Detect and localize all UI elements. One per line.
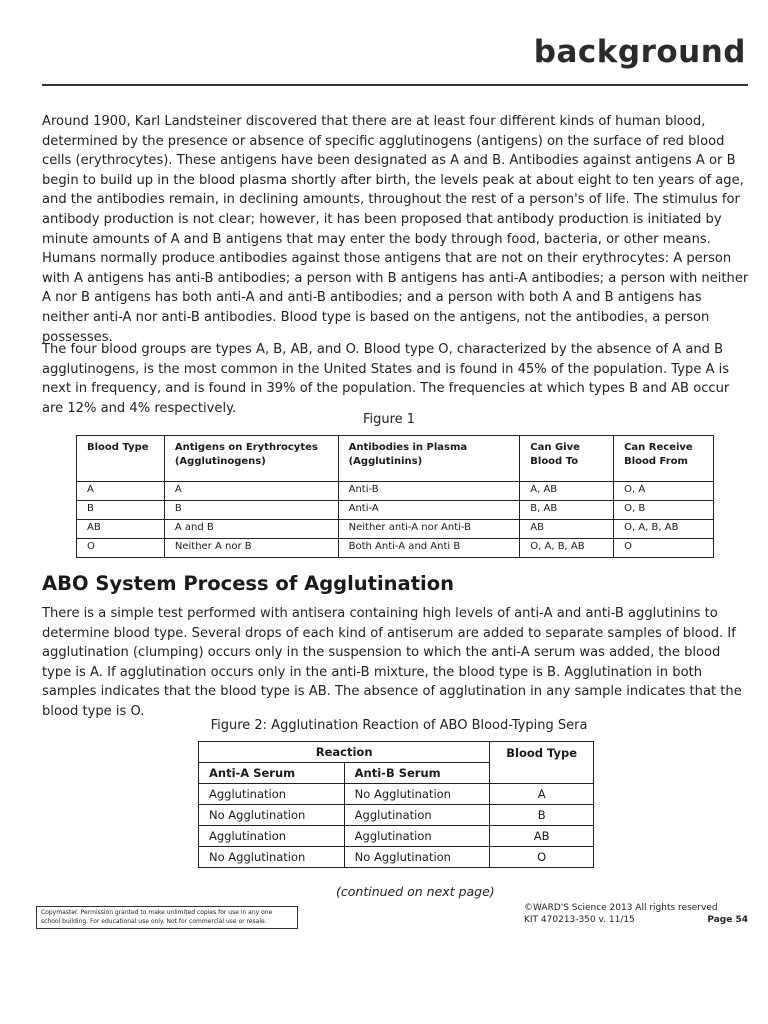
table-cell: B xyxy=(77,501,165,520)
table-cell: No Agglutination xyxy=(199,847,345,868)
table-cell: B xyxy=(164,501,338,520)
header-cell: Blood Type xyxy=(77,436,165,482)
table-cell: A xyxy=(490,784,594,805)
table-cell: O xyxy=(490,847,594,868)
table-cell: Both Anti-A and Anti B xyxy=(338,539,520,558)
kit-number: KIT 470213-350 v. 11/15 xyxy=(524,915,635,925)
footer-info xyxy=(524,902,748,926)
figure2-caption: Figure 2: Agglutination Reaction of ABO Blood-Typing Sera xyxy=(210,718,588,733)
table-header-row xyxy=(77,436,714,482)
copyright-text: ©WARD'S Science 2013 All rights reserved xyxy=(524,903,718,913)
table-cell: A and B xyxy=(164,520,338,539)
table-row xyxy=(77,501,714,520)
page-number: Page 54 xyxy=(707,915,748,925)
table-cell: Neither A nor B xyxy=(164,539,338,558)
table-cell: O xyxy=(614,539,714,558)
table-cell: No Agglutination xyxy=(344,847,490,868)
table-cell: Agglutination xyxy=(344,826,490,847)
header-cell: Can Give Blood To xyxy=(520,436,614,482)
table-row xyxy=(77,539,714,558)
continued-note: (continued on next page) xyxy=(336,884,495,899)
table-cell: Anti-A xyxy=(338,501,520,520)
table-cell: B, AB xyxy=(520,501,614,520)
table-cell: AB xyxy=(490,826,594,847)
figure1-caption: Figure 1 xyxy=(362,412,416,427)
footer-row xyxy=(524,914,748,926)
figure1-table xyxy=(76,435,714,558)
table-cell: Agglutination xyxy=(199,784,345,805)
table-cell: No Agglutination xyxy=(199,805,345,826)
table-cell: O, A xyxy=(614,482,714,501)
figure2-table xyxy=(198,741,594,868)
table-cell: O xyxy=(77,539,165,558)
table-cell: B xyxy=(490,805,594,826)
header-cell: Anti-B Serum xyxy=(344,763,490,784)
table-header-row xyxy=(199,742,594,763)
table-cell: A, AB xyxy=(520,482,614,501)
table-cell: AB xyxy=(77,520,165,539)
table-cell: Neither anti-A nor Anti-B xyxy=(338,520,520,539)
table-row xyxy=(199,826,594,847)
header-cell: Antigens on Erythrocytes (Agglutinogens) xyxy=(164,436,338,482)
table-row xyxy=(199,805,594,826)
table-cell: O, A, B, AB xyxy=(520,539,614,558)
blood-type-header: Blood Type xyxy=(490,742,594,784)
header-cell: Anti-A Serum xyxy=(199,763,345,784)
table-cell: Agglutination xyxy=(199,826,345,847)
table-row xyxy=(199,784,594,805)
table-cell: AB xyxy=(520,520,614,539)
intro-paragraph: Around 1900, Karl Landsteiner discovered that there are at least four different kinds of human blood, determined by the presence or absence of specific agglutinogens (antigens) on the surface of red blood cells (erythrocytes). These antigens have been designated as A and B. Antibodies against antigens A or B begin to build up in the blood plasma shortly after birth, the levels peak at about eight to ten years of age, and the antibodies remain, in declining amounts, throughout the rest of a person's of life. The stimulus for antibody production is not clear; however, it has been proposed that antibody production is initiated by minute amounts of A and B antigens that may enter the body through food, bacteria, or other means. Humans normally produce antibodies against those antigens that are not on their erythrocytes: A person with A antigens has anti-B antibodies; a person with B antigens has anti-A antibodies; a person with neither A nor B antigens has both anti-A and anti-B antibodies; and a person with both A and B antigens has neither anti-A nor anti-B antibodies. Blood type is based on the antigens, not the antibodies, a person possesses. xyxy=(42,114,749,345)
header-divider xyxy=(42,84,748,86)
agglutination-paragraph: There is a simple test performed with antisera containing high levels of anti-A and anti-B agglutinins to determine blood type. Several drops of each kind of antiserum are added to separate samples of blood. If agglutination (clumping) occurs only in the suspension to which the anti-A serum was added, the blood type is A. If agglutination occurs only in the anti-B mixture, the blood type is B. Agglutination in both samples indicates that the blood type is AB. The absence of agglutination in any sample indicates that the blood type is O. xyxy=(42,606,742,719)
blood-groups-paragraph: The four blood groups are types A, B, AB, and O. Blood type O, characterized by the absence of A and B agglutinogens, is the most common in the United States and is found in 45% of the population. Type A is next in frequency, and is found in 39% of the population. The frequencies at which types B and AB occur are 12% and 4% respectively. xyxy=(42,342,730,416)
reaction-header: Reaction xyxy=(199,742,490,763)
section-heading: ABO System Process of Agglutination xyxy=(42,572,455,595)
table-cell: No Agglutination xyxy=(344,784,490,805)
table-cell: Anti-B xyxy=(338,482,520,501)
table-cell: A xyxy=(77,482,165,501)
table-cell: Agglutination xyxy=(344,805,490,826)
table-cell: O, A, B, AB xyxy=(614,520,714,539)
table-cell: O, B xyxy=(614,501,714,520)
header-cell: Antibodies in Plasma (Agglutinins) xyxy=(338,436,520,482)
table-row xyxy=(199,847,594,868)
copymaster-notice: Copymaster. Permission granted to make unlimited copies for use in any one school building. For educational use only. Not for commercial use or resale. xyxy=(36,906,298,929)
table-row xyxy=(77,520,714,539)
page-section-title: background xyxy=(533,34,746,70)
table-cell: A xyxy=(164,482,338,501)
header-cell: Can Receive Blood From xyxy=(614,436,714,482)
table-row xyxy=(77,482,714,501)
